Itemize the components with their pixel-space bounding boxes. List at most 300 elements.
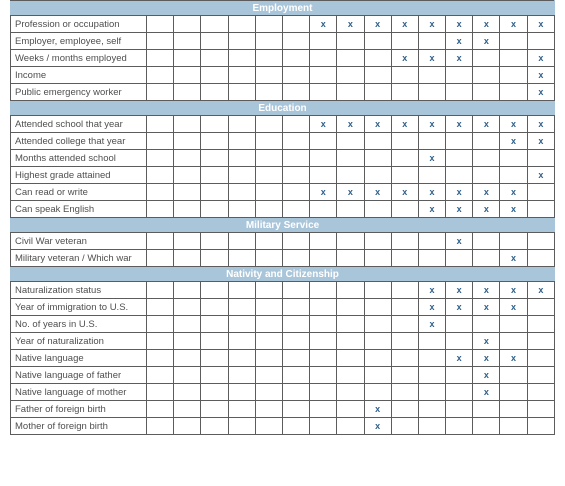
year-cell: [391, 16, 418, 33]
year-cell: [364, 50, 391, 67]
year-cell: [337, 50, 364, 67]
year-cell: [147, 367, 174, 384]
check-mark: x: [456, 285, 462, 295]
year-cell: [418, 116, 445, 133]
year-cell: [337, 184, 364, 201]
year-cell: [364, 167, 391, 184]
year-cell: [391, 350, 418, 367]
year-cell: [446, 150, 473, 167]
year-cell: [364, 282, 391, 299]
table-row: [11, 367, 555, 384]
check-mark: x: [511, 136, 517, 146]
year-cell: [500, 184, 527, 201]
table-row: [11, 33, 555, 50]
year-cell: [228, 167, 255, 184]
year-cell: [228, 299, 255, 316]
year-cell: [473, 201, 500, 218]
year-cell: [418, 250, 445, 267]
check-mark: x: [429, 19, 435, 29]
row-label: Mother of foreign birth: [11, 418, 147, 435]
year-cell: [364, 201, 391, 218]
year-cell: [500, 401, 527, 418]
year-cell: [337, 333, 364, 350]
year-cell: [337, 16, 364, 33]
check-mark: x: [429, 319, 435, 329]
year-cell: [418, 184, 445, 201]
year-cell: [310, 116, 337, 133]
year-cell: [147, 33, 174, 50]
year-cell: [282, 333, 309, 350]
year-cell: [282, 50, 309, 67]
row-label: Civil War veteran: [11, 233, 147, 250]
table-row: [11, 250, 555, 267]
year-cell: [473, 350, 500, 367]
year-cell: [527, 84, 554, 101]
census-questions-table: [10, 0, 555, 435]
year-cell: [446, 201, 473, 218]
year-cell: [147, 84, 174, 101]
year-cell: [282, 401, 309, 418]
year-cell: [446, 384, 473, 401]
year-cell: [228, 282, 255, 299]
table-row: [11, 150, 555, 167]
check-mark: x: [320, 187, 326, 197]
year-cell: [310, 201, 337, 218]
section-header-row: [11, 267, 555, 282]
year-cell: [228, 201, 255, 218]
check-mark: x: [375, 187, 381, 197]
year-cell: [500, 116, 527, 133]
year-cell: [255, 384, 282, 401]
year-cell: [201, 184, 228, 201]
check-mark: x: [456, 236, 462, 246]
year-cell: [282, 184, 309, 201]
year-cell: [527, 133, 554, 150]
year-cell: [364, 401, 391, 418]
year-cell: [174, 67, 201, 84]
section-title: Education: [11, 101, 555, 116]
year-cell: [527, 384, 554, 401]
year-cell: [446, 84, 473, 101]
year-cell: [446, 116, 473, 133]
year-cell: [337, 418, 364, 435]
year-cell: [391, 201, 418, 218]
year-cell: [446, 33, 473, 50]
table-row: [11, 384, 555, 401]
year-cell: [282, 67, 309, 84]
year-cell: [364, 384, 391, 401]
check-mark: x: [402, 53, 408, 63]
year-cell: [174, 33, 201, 50]
row-label: Income: [11, 67, 147, 84]
year-cell: [527, 233, 554, 250]
year-cell: [364, 233, 391, 250]
year-cell: [310, 250, 337, 267]
check-mark: x: [483, 19, 489, 29]
year-cell: [500, 316, 527, 333]
year-cell: [391, 401, 418, 418]
year-cell: [391, 184, 418, 201]
row-label: Native language: [11, 350, 147, 367]
year-cell: [174, 150, 201, 167]
section-title: Nativity and Citizenship: [11, 267, 555, 282]
year-cell: [446, 67, 473, 84]
year-cell: [201, 384, 228, 401]
year-cell: [201, 16, 228, 33]
year-cell: [282, 316, 309, 333]
check-mark: x: [538, 285, 544, 295]
year-cell: [310, 350, 337, 367]
year-cell: [473, 233, 500, 250]
check-mark: x: [429, 153, 435, 163]
year-cell: [446, 401, 473, 418]
row-label: Public emergency worker: [11, 84, 147, 101]
year-cell: [147, 184, 174, 201]
year-cell: [500, 67, 527, 84]
year-cell: [500, 201, 527, 218]
year-cell: [418, 233, 445, 250]
year-cell: [282, 233, 309, 250]
check-mark: x: [429, 119, 435, 129]
year-cell: [255, 401, 282, 418]
year-cell: [310, 150, 337, 167]
year-cell: [473, 67, 500, 84]
check-mark: x: [320, 119, 326, 129]
year-cell: [228, 150, 255, 167]
check-mark: x: [483, 387, 489, 397]
year-cell: [282, 201, 309, 218]
year-cell: [255, 150, 282, 167]
year-cell: [147, 16, 174, 33]
year-cell: [418, 350, 445, 367]
year-cell: [364, 184, 391, 201]
check-mark: x: [538, 53, 544, 63]
table-row: [11, 316, 555, 333]
table-row: [11, 16, 555, 33]
year-cell: [337, 150, 364, 167]
year-cell: [364, 350, 391, 367]
row-label: Attended school that year: [11, 116, 147, 133]
year-cell: [255, 16, 282, 33]
year-cell: [282, 250, 309, 267]
section-title: Employment: [11, 1, 555, 16]
year-cell: [418, 150, 445, 167]
year-cell: [500, 50, 527, 67]
year-cell: [527, 33, 554, 50]
year-cell: [174, 401, 201, 418]
check-mark: x: [429, 302, 435, 312]
row-label: Can speak English: [11, 201, 147, 218]
year-cell: [228, 33, 255, 50]
year-cell: [418, 367, 445, 384]
year-cell: [364, 333, 391, 350]
year-cell: [500, 282, 527, 299]
year-cell: [500, 16, 527, 33]
year-cell: [201, 316, 228, 333]
year-cell: [364, 84, 391, 101]
year-cell: [527, 367, 554, 384]
year-cell: [391, 367, 418, 384]
year-cell: [255, 250, 282, 267]
year-cell: [174, 50, 201, 67]
year-cell: [446, 350, 473, 367]
year-cell: [391, 150, 418, 167]
year-cell: [337, 282, 364, 299]
check-mark: x: [538, 119, 544, 129]
row-label: Native language of father: [11, 367, 147, 384]
year-cell: [391, 67, 418, 84]
year-cell: [473, 133, 500, 150]
row-label: Year of naturalization: [11, 333, 147, 350]
year-cell: [446, 316, 473, 333]
year-cell: [147, 67, 174, 84]
year-cell: [473, 33, 500, 50]
year-cell: [147, 201, 174, 218]
year-cell: [500, 233, 527, 250]
row-label: Year of immigration to U.S.: [11, 299, 147, 316]
check-mark: x: [375, 119, 381, 129]
row-label: Naturalization status: [11, 282, 147, 299]
year-cell: [201, 201, 228, 218]
year-cell: [527, 116, 554, 133]
year-cell: [473, 16, 500, 33]
year-cell: [364, 418, 391, 435]
year-cell: [364, 367, 391, 384]
year-cell: [255, 50, 282, 67]
year-cell: [473, 282, 500, 299]
year-cell: [174, 133, 201, 150]
year-cell: [527, 167, 554, 184]
year-cell: [201, 367, 228, 384]
year-cell: [364, 133, 391, 150]
table-row: [11, 401, 555, 418]
year-cell: [527, 50, 554, 67]
year-cell: [228, 367, 255, 384]
year-cell: [282, 84, 309, 101]
row-label: Profession or occupation: [11, 16, 147, 33]
year-cell: [174, 418, 201, 435]
check-mark: x: [511, 119, 517, 129]
table-row: [11, 50, 555, 67]
year-cell: [310, 84, 337, 101]
year-cell: [310, 418, 337, 435]
year-cell: [255, 167, 282, 184]
year-cell: [255, 367, 282, 384]
year-cell: [364, 33, 391, 50]
year-cell: [310, 33, 337, 50]
check-mark: x: [402, 187, 408, 197]
year-cell: [255, 299, 282, 316]
year-cell: [174, 201, 201, 218]
year-cell: [147, 316, 174, 333]
year-cell: [527, 67, 554, 84]
year-cell: [310, 299, 337, 316]
year-cell: [527, 201, 554, 218]
year-cell: [228, 250, 255, 267]
check-mark: x: [538, 19, 544, 29]
year-cell: [500, 150, 527, 167]
year-cell: [364, 67, 391, 84]
year-cell: [500, 299, 527, 316]
year-cell: [228, 16, 255, 33]
year-cell: [473, 367, 500, 384]
year-cell: [391, 233, 418, 250]
section-title: Military Service: [11, 218, 555, 233]
year-cell: [527, 150, 554, 167]
year-cell: [147, 299, 174, 316]
check-mark: x: [402, 19, 408, 29]
year-cell: [446, 184, 473, 201]
check-mark: x: [320, 19, 326, 29]
check-mark: x: [402, 119, 408, 129]
check-mark: x: [429, 187, 435, 197]
year-cell: [391, 384, 418, 401]
year-cell: [174, 250, 201, 267]
year-cell: [364, 316, 391, 333]
year-cell: [174, 367, 201, 384]
check-mark: x: [483, 119, 489, 129]
year-cell: [201, 50, 228, 67]
year-cell: [337, 167, 364, 184]
year-cell: [446, 367, 473, 384]
check-mark: x: [456, 302, 462, 312]
year-cell: [255, 133, 282, 150]
year-cell: [391, 299, 418, 316]
check-mark: x: [483, 187, 489, 197]
table-row: [11, 233, 555, 250]
year-cell: [310, 67, 337, 84]
year-cell: [201, 333, 228, 350]
table-row: [11, 84, 555, 101]
year-cell: [337, 299, 364, 316]
year-cell: [282, 133, 309, 150]
check-mark: x: [483, 285, 489, 295]
year-cell: [446, 167, 473, 184]
year-cell: [147, 116, 174, 133]
check-mark: x: [347, 19, 353, 29]
year-cell: [527, 401, 554, 418]
table-row: [11, 299, 555, 316]
year-cell: [310, 167, 337, 184]
check-mark: x: [511, 253, 517, 263]
check-mark: x: [511, 285, 517, 295]
check-mark: x: [456, 53, 462, 63]
year-cell: [364, 250, 391, 267]
check-mark: x: [538, 70, 544, 80]
year-cell: [391, 282, 418, 299]
year-cell: [446, 282, 473, 299]
year-cell: [282, 16, 309, 33]
year-cell: [174, 16, 201, 33]
year-cell: [527, 333, 554, 350]
year-cell: [228, 116, 255, 133]
year-cell: [310, 184, 337, 201]
year-cell: [337, 84, 364, 101]
year-cell: [282, 167, 309, 184]
check-mark: x: [347, 187, 353, 197]
year-cell: [282, 418, 309, 435]
check-mark: x: [538, 170, 544, 180]
year-cell: [201, 233, 228, 250]
year-cell: [201, 401, 228, 418]
row-label: Native language of mother: [11, 384, 147, 401]
year-cell: [201, 167, 228, 184]
year-cell: [473, 84, 500, 101]
check-mark: x: [511, 302, 517, 312]
year-cell: [255, 282, 282, 299]
year-cell: [446, 233, 473, 250]
year-cell: [174, 167, 201, 184]
year-cell: [446, 299, 473, 316]
check-mark: x: [456, 204, 462, 214]
year-cell: [337, 33, 364, 50]
check-mark: x: [483, 353, 489, 363]
check-mark: x: [429, 285, 435, 295]
year-cell: [364, 150, 391, 167]
year-cell: [228, 401, 255, 418]
year-cell: [174, 116, 201, 133]
check-mark: x: [456, 119, 462, 129]
year-cell: [527, 250, 554, 267]
year-cell: [527, 299, 554, 316]
year-cell: [418, 418, 445, 435]
year-cell: [282, 282, 309, 299]
year-cell: [310, 401, 337, 418]
year-cell: [255, 33, 282, 50]
year-cell: [418, 133, 445, 150]
table-row: [11, 418, 555, 435]
year-cell: [418, 316, 445, 333]
year-cell: [174, 184, 201, 201]
check-mark: x: [511, 204, 517, 214]
table-row: [11, 133, 555, 150]
year-cell: [391, 133, 418, 150]
check-mark: x: [483, 370, 489, 380]
year-cell: [418, 33, 445, 50]
year-cell: [310, 50, 337, 67]
year-cell: [500, 418, 527, 435]
year-cell: [527, 16, 554, 33]
year-cell: [337, 401, 364, 418]
year-cell: [174, 384, 201, 401]
table-row: [11, 350, 555, 367]
check-mark: x: [538, 136, 544, 146]
year-cell: [500, 350, 527, 367]
year-cell: [473, 184, 500, 201]
year-cell: [418, 333, 445, 350]
year-cell: [337, 201, 364, 218]
year-cell: [418, 84, 445, 101]
year-cell: [446, 418, 473, 435]
year-cell: [391, 116, 418, 133]
year-cell: [473, 299, 500, 316]
year-cell: [201, 133, 228, 150]
year-cell: [174, 299, 201, 316]
year-cell: [228, 67, 255, 84]
year-cell: [201, 84, 228, 101]
year-cell: [310, 282, 337, 299]
year-cell: [201, 67, 228, 84]
row-label: Weeks / months employed: [11, 50, 147, 67]
year-cell: [282, 384, 309, 401]
year-cell: [255, 333, 282, 350]
year-cell: [174, 316, 201, 333]
year-cell: [201, 282, 228, 299]
table-row: [11, 201, 555, 218]
year-cell: [473, 50, 500, 67]
year-cell: [201, 418, 228, 435]
year-cell: [255, 201, 282, 218]
